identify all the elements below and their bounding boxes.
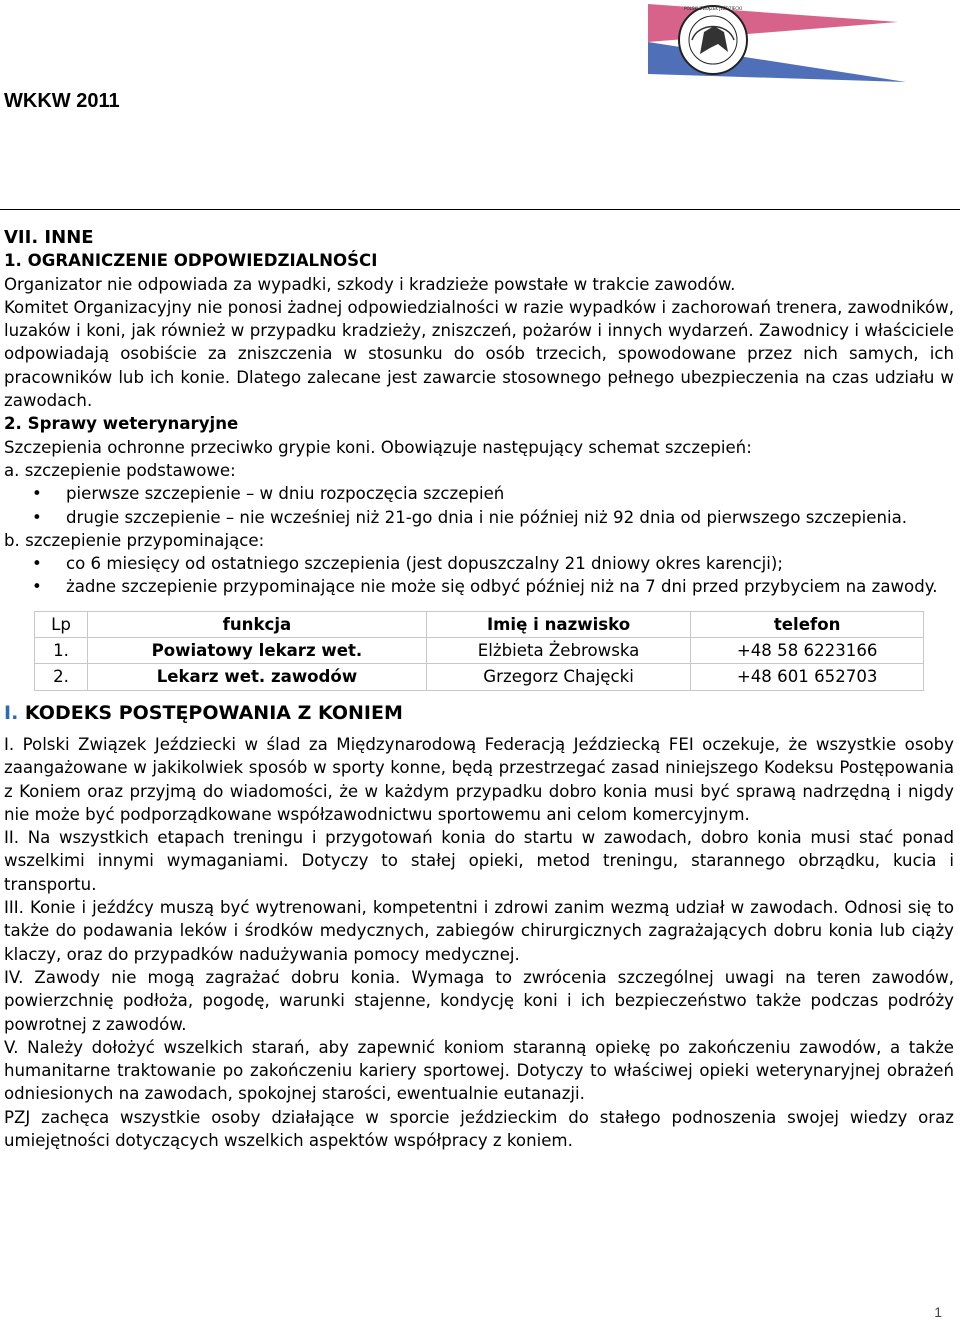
section-1-line: Organizator nie odpowiada za wypadki, szkody i kradzieże powstałe w trakcie zawodów. — [4, 274, 736, 294]
table-cell: Elżbieta Żebrowska — [426, 638, 690, 664]
section-vii-title: VII. INNE — [4, 227, 94, 248]
list-item: • co 6 miesięcy od ostatniego szczepienia (jest dopuszczalny 21 dniowy okres karencji); — [4, 552, 954, 575]
list-item: • drugie szczepienie – nie wcześniej niż 21-go dnia i nie później niż 92 dnia od pierwszego szczepienia. — [4, 506, 954, 529]
table-row — [35, 638, 924, 664]
column-header: funkcja — [88, 611, 427, 637]
section-1-paragraph: Komitet Organizacyjny nie ponosi żadnej odpowiedzialności w razie wypadków i zachorowań trenera, zawodników, luzaków i koni, jak również w przypadku kradzieży, zniszczeń, pożarów i innych wydarzeń. Zawodnicy i właściciele odpowiadają osobiście za zniszczenia w stosunku do osób trzecich, spowodowane przez nich samych, ich pracowników lub ich konie. Dlatego zalecane jest zawarcie stosownego pełnego ubezpieczenia na czas udziału w zawodach. — [4, 297, 954, 411]
page-number: 1 — [934, 1304, 942, 1320]
table-cell: 2. — [35, 664, 88, 690]
vaccination-a-list — [4, 482, 954, 529]
page-title: WKKW 2011 — [4, 90, 120, 112]
section-1-heading: 1. OGRANICZENIE ODPOWIEDZIALNOŚCI — [4, 251, 378, 271]
code-paragraph: PZJ zachęca wszystkie osoby działające w sporcie jeździeckim do stałego podnoszenia swojej wiedzy oraz umiejętności dotyczących wszelkich aspektów współpracy z koniem. — [4, 1107, 954, 1150]
column-header: telefon — [691, 611, 924, 637]
document-body — [4, 226, 954, 1152]
list-item: • żadne szczepienie przypominające nie może się odbyć później niż na 7 dni przed przybyciem na zawody. — [4, 575, 954, 598]
table-cell: +48 601 652703 — [691, 664, 924, 690]
section-2-heading: 2. Sprawy weterynaryjne — [4, 414, 239, 434]
code-paragraph: IV. Zawody nie mogą zagrażać dobru konia. Wymaga to zwrócenia szczególnej uwagi na teren zawodów, powierzchnię podłoża, pogodę, warunki stajenne, kondycję koni i ich bezpieczeństwo także podczas podróży powrotnej z zawodów. — [4, 967, 954, 1034]
table-cell: +48 58 6223166 — [691, 638, 924, 664]
vaccination-a-label: a. szczepienie podstawowe: — [4, 460, 236, 480]
table-row — [35, 664, 924, 690]
code-section-title: KODEKS POSTĘPOWANIA Z KONIEM — [24, 701, 403, 724]
code-paragraph: III. Konie i jeźdźcy muszą być wytrenowani, kompetentni i zdrowi zanim wezmą udział w zawodach. Odnosi się to także do podawania leków i środków medycznych, zabiegów chirurgicznych zagrażających dobru konia lub ciąży klaczy, oraz do przypadków nadużywania pomocy medycznej. — [4, 898, 954, 964]
vet-contacts-table — [34, 611, 924, 691]
table-cell: Grzegorz Chajęcki — [426, 664, 690, 690]
header-divider — [0, 209, 960, 210]
column-header: Imię i nazwisko — [426, 611, 690, 637]
vaccination-b-label: b. szczepienie przypominające: — [4, 530, 265, 550]
code-paragraph: I. Polski Związek Jeździecki w ślad za Międzynarodową Federacją Jeździecką FEI oczekuje, że wszystkie osoby zaangażowane w jakikolwiek sposób w sporty konne, będą przestrzegać zasad niniejszego Kodeksu Postępowania z Koniem oraz przyjmą do wiadomości, że w każdym przypadku dobro konia musi być sprawą nadrzędną i nigdy nie może być podporządkowane współzawodnictwu sportowemu ani celom komercyjnym. — [4, 734, 954, 824]
list-item: • pierwsze szczepienie – w dniu rozpoczęcia szczepień — [4, 482, 954, 505]
code-section-heading — [4, 702, 954, 725]
table-header-row — [35, 611, 924, 637]
column-header: Lp — [35, 611, 88, 637]
code-paragraph: V. Należy dołożyć wszelkich starań, aby zapewnić koniom staranną opiekę po zakończeniu zawodów, a także humanitarne traktowanie po zakończeniu kariery sportowej. Dotyczy to właściwej opieki weterynaryjnej obrażeń odniesionych na zawodach, spokojnej starości, ewentualnie eutanazji. — [4, 1037, 954, 1104]
table-cell: Lekarz wet. zawodów — [88, 664, 427, 690]
vaccination-b-list — [4, 552, 954, 599]
code-section-roman: I. — [4, 701, 19, 724]
table-cell: Powiatowy lekarz wet. — [88, 638, 427, 664]
pennant-flag-logo — [648, 2, 908, 88]
code-paragraph: II. Na wszystkich etapach treningu i przygotowań konia do startu w zawodach, dobro konia musi stać ponad wszelkimi innymi wymaganiami. Dotyczy to stałej opieki, metod treningu, starannego obrządku, kucia i transportu. — [4, 828, 954, 894]
table-cell: 1. — [35, 638, 88, 664]
section-2-line: Szczepienia ochronne przeciwko grypie koni. Obowiązuje następujący schemat szczepień: — [4, 437, 752, 457]
logo-text: POLSKI ZWIĄZEK JEŹDZIECKI — [684, 6, 742, 11]
